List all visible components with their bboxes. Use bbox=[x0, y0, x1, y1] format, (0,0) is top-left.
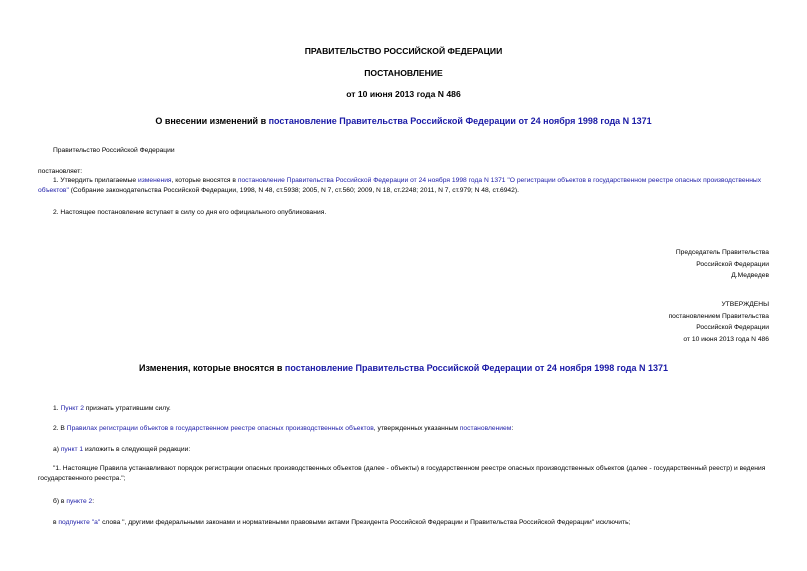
change-2b bbox=[53, 497, 94, 507]
change-2 bbox=[53, 424, 513, 434]
approved-line-2: постановлением Правительства bbox=[668, 312, 769, 320]
change-2a-num: а) bbox=[53, 446, 61, 453]
change-2b-text-rest: слова ", другими федеральными законами и нормативными правовыми актами Президента Российской Федерации и Правительства Российской Федерации" исключить; bbox=[100, 519, 631, 526]
item-1 bbox=[38, 176, 773, 195]
change-2-num: 2. В bbox=[53, 425, 67, 432]
changes-link[interactable]: изменения bbox=[137, 177, 172, 184]
approved-line-3: Российской Федерации bbox=[696, 324, 769, 331]
signature-line-2: Российской Федерации bbox=[696, 260, 769, 268]
change-2b-text-pre: в bbox=[53, 519, 59, 526]
changes-title-prefix: Изменения, которые вносятся в bbox=[139, 363, 285, 373]
point-2-link[interactable]: Пункт 2 bbox=[60, 405, 84, 412]
change-1-num: 1. bbox=[53, 405, 61, 412]
document-date: от 10 июня 2013 года N 486 bbox=[346, 89, 461, 99]
approved-line-1: УТВЕРЖДЕНЫ bbox=[721, 301, 769, 308]
signature-line-1: Председатель Правительства bbox=[675, 249, 769, 256]
changes-title bbox=[0, 363, 807, 373]
change-2a-text: "1. Настоящие Правила устанавливают порядок регистрации опасных производственных объектов (далее - объекты) в государственном реестре опасных производственных объектов (далее - государственный реестр) и ведения государственного реестра."; bbox=[38, 465, 766, 482]
title-prefix: О внесении изменений в bbox=[155, 116, 269, 126]
resolution-1371-link[interactable]: постановление Правительства Российской Федерации от 24 ноября 1998 года N 1371 "О регистрации объектов в государственном реестре опасных производственных объектов" bbox=[38, 177, 762, 194]
subpoint-a-link[interactable]: подпункте "а" bbox=[58, 519, 101, 526]
changes-title-link[interactable]: постановление Правительства Российской Федерации от 24 ноября 1998 года N 1371 bbox=[284, 363, 668, 373]
change-1 bbox=[53, 404, 171, 414]
change-2b-text bbox=[53, 518, 630, 528]
issuer-text: Правительство Российской Федерации bbox=[53, 147, 175, 154]
approved-block bbox=[669, 299, 769, 345]
rules-link[interactable]: Правилах регистрации объектов в государственном реестре опасных производственных объектов bbox=[66, 425, 374, 432]
signature-line-3: Д.Медведев bbox=[731, 272, 769, 279]
change-2b-num: б) в bbox=[53, 498, 67, 505]
resolution-link[interactable]: постановлением bbox=[459, 425, 512, 432]
change-2a-rest: изложить в следующей редакции: bbox=[83, 446, 191, 453]
item-2: 2. Настоящее постановление вступает в силу со дня его официального опубликования. bbox=[53, 209, 327, 216]
government-heading: ПРАВИТЕЛЬСТВО РОССИЙСКОЙ ФЕДЕРАЦИИ bbox=[304, 46, 503, 56]
item-1-text-b: , которые вносятся в bbox=[171, 177, 238, 184]
document-title bbox=[0, 116, 807, 126]
document-type: ПОСТАНОВЛЕНИЕ bbox=[364, 68, 443, 78]
change-2a bbox=[53, 445, 190, 455]
change-2-end: : bbox=[511, 425, 514, 432]
point-1-link[interactable]: пункт 1 bbox=[60, 446, 84, 453]
change-1-rest: признать утратившим силу. bbox=[83, 405, 171, 412]
change-2-mid: , утвержденных указанным bbox=[373, 425, 460, 432]
signature-block bbox=[676, 247, 769, 282]
resolves-text: постановляет: bbox=[38, 168, 83, 175]
title-link[interactable]: постановление Правительства Российской Федерации от 24 ноября 1998 года N 1371 bbox=[268, 116, 652, 126]
approved-line-4: от 10 июня 2013 года N 486 bbox=[683, 335, 769, 343]
change-2b-end: : bbox=[92, 498, 95, 505]
item-1-text-c: (Собрание законодательства Российской Федерации, 1998, N 48, ст.5938; 2005, N 7, ст.560; 2009, N 18, ст.2248; 2011, N 7, ст.979; N 48, ст.6942). bbox=[68, 186, 519, 194]
point-2-ref-link[interactable]: пункте 2 bbox=[66, 498, 93, 505]
item-1-text-a: 1. Утвердить прилагаемые bbox=[53, 177, 138, 184]
